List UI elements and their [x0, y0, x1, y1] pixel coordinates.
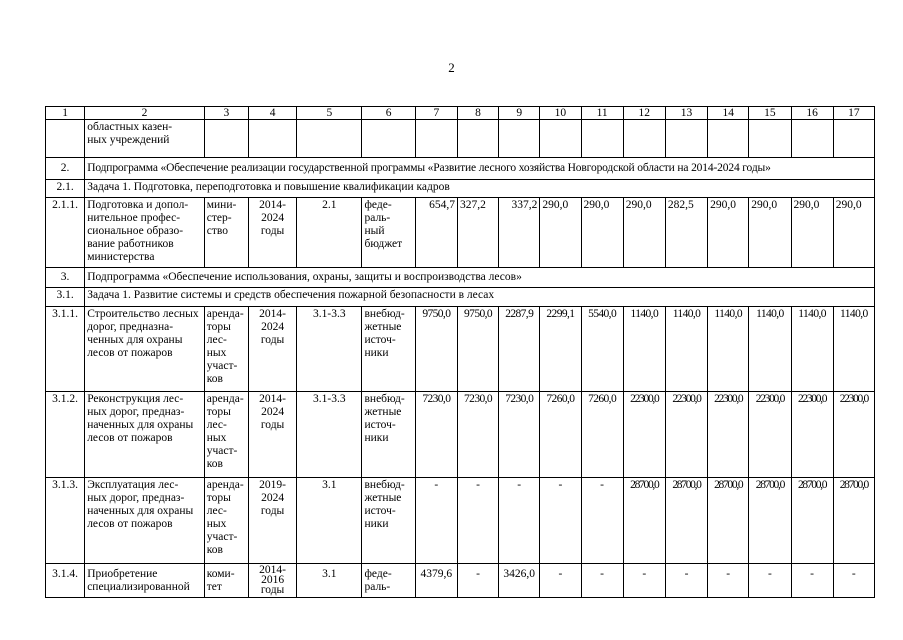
target-index: 3.1: [297, 564, 362, 598]
task-number: 2.1.: [46, 180, 85, 198]
table-row: [46, 392, 875, 478]
value-cell: 337,2: [499, 198, 540, 268]
activity-name: Подготовка и допол- нительное профес- сиональное образо- вание работников министерства: [85, 198, 205, 268]
funding-source: феде- раль-: [362, 564, 415, 598]
column-number: 3: [204, 107, 248, 120]
value-cell: 28700,0: [833, 478, 874, 564]
page-number: 2: [448, 60, 455, 75]
table-row: [46, 564, 875, 598]
value-cell: -: [581, 478, 623, 564]
value-cell: -: [665, 564, 707, 598]
executor: аренда- торы лес- ных участ- ков: [204, 392, 248, 478]
task-title: Задача 1. Развитие системы и средств обеспечения пожарной безопасности в лесах: [85, 288, 875, 307]
value-cell: -: [833, 564, 874, 598]
value-cell: 7230,0: [457, 392, 498, 478]
column-number-row: [46, 107, 875, 120]
target-index: 3.1: [297, 478, 362, 564]
period: 2014- 2024 годы: [248, 392, 296, 478]
value-cell: 22300,0: [665, 392, 707, 478]
table-row: [46, 478, 875, 564]
value-cell: 654,7: [415, 198, 457, 268]
section-number: 3.: [46, 268, 85, 288]
value-cell: 1140,0: [665, 307, 707, 392]
column-number: 16: [791, 107, 833, 120]
column-number: 10: [540, 107, 581, 120]
row-number: 3.1.4.: [46, 564, 85, 598]
period: 2014- 2016 годы: [248, 564, 296, 598]
value-cell: -: [499, 478, 540, 564]
column-number: 12: [623, 107, 665, 120]
column-number: 9: [499, 107, 540, 120]
value-cell: 28700,0: [665, 478, 707, 564]
column-number: 14: [708, 107, 749, 120]
value-cell: -: [540, 564, 581, 598]
value-cell: 2287,9: [499, 307, 540, 392]
value-cell: -: [457, 478, 498, 564]
value-cell: -: [540, 478, 581, 564]
period: 2014- 2024 годы: [248, 307, 296, 392]
value-cell: -: [581, 564, 623, 598]
value-cell: 282,5: [665, 198, 707, 268]
column-number: 7: [415, 107, 457, 120]
funding-source: внебюд- жетные источ- ники: [362, 478, 415, 564]
activity-name: Реконструкция лес- ных дорог, предназ- наченных для охраны лесов от пожаров: [85, 392, 205, 478]
row-number: 3.1.3.: [46, 478, 85, 564]
value-cell: 290,0: [708, 198, 749, 268]
activity-name: Строительство лесных дорог, предназна- ченных для охраны лесов от пожаров: [85, 307, 205, 392]
value-cell: 3426,0: [499, 564, 540, 598]
value-cell: 22300,0: [623, 392, 665, 478]
row-number: 3.1.2.: [46, 392, 85, 478]
value-cell: 28700,0: [749, 478, 791, 564]
value-cell: -: [791, 564, 833, 598]
row-number: 3.1.1.: [46, 307, 85, 392]
value-cell: 9750,0: [415, 307, 457, 392]
value-cell: 5540,0: [581, 307, 623, 392]
value-cell: 327,2: [457, 198, 498, 268]
column-number: 1: [46, 107, 85, 120]
section-row: [46, 268, 875, 288]
table-row: [46, 307, 875, 392]
column-number: 17: [833, 107, 874, 120]
executor: коми- тет: [204, 564, 248, 598]
task-number: 3.1.: [46, 288, 85, 307]
value-cell: -: [749, 564, 791, 598]
value-cell: 22300,0: [708, 392, 749, 478]
target-index: 2.1: [297, 198, 362, 268]
task-title: Задача 1. Подготовка, переподготовка и повышение квалификации кадров: [85, 180, 875, 198]
column-number: 4: [248, 107, 296, 120]
value-cell: 22300,0: [791, 392, 833, 478]
executor: мини- стер- ство: [204, 198, 248, 268]
value-cell: 28700,0: [623, 478, 665, 564]
value-cell: -: [623, 564, 665, 598]
value-cell: 2299,1: [540, 307, 581, 392]
table-row: [46, 198, 875, 268]
executor: аренда- торы лес- ных участ- ков: [204, 478, 248, 564]
continuation-text: областных казен- ных учреждений: [85, 120, 205, 158]
value-cell: 4379,6: [415, 564, 457, 598]
section-row: [46, 158, 875, 180]
activity-name: Приобретение специализированной: [85, 564, 205, 598]
value-cell: -: [708, 564, 749, 598]
value-cell: 7260,0: [581, 392, 623, 478]
column-number: 11: [581, 107, 623, 120]
section-title: Подпрограмма «Обеспечение использования, охраны, защиты и воспроизводства лесов»: [85, 268, 875, 288]
task-row: [46, 180, 875, 198]
funding-source: внебюд- жетные источ- ники: [362, 392, 415, 478]
period: 2014- 2024 годы: [248, 198, 296, 268]
column-number: 8: [457, 107, 498, 120]
value-cell: 28700,0: [791, 478, 833, 564]
task-row: [46, 288, 875, 307]
row-number: 2.1.1.: [46, 198, 85, 268]
executor: аренда- торы лес- ных участ- ков: [204, 307, 248, 392]
value-cell: 290,0: [540, 198, 581, 268]
value-cell: 9750,0: [457, 307, 498, 392]
continuation-row: [46, 120, 875, 158]
column-number: 2: [85, 107, 205, 120]
value-cell: 7260,0: [540, 392, 581, 478]
column-number: 15: [749, 107, 791, 120]
value-cell: 290,0: [749, 198, 791, 268]
section-number: 2.: [46, 158, 85, 180]
column-number: 6: [362, 107, 415, 120]
value-cell: 1140,0: [749, 307, 791, 392]
program-table: [45, 106, 875, 598]
value-cell: -: [457, 564, 498, 598]
value-cell: 7230,0: [499, 392, 540, 478]
value-cell: 290,0: [791, 198, 833, 268]
activity-name: Эксплуатация лес- ных дорог, предназ- наченных для охраны лесов от пожаров: [85, 478, 205, 564]
value-cell: 1140,0: [623, 307, 665, 392]
funding-source: внебюд- жетные источ- ники: [362, 307, 415, 392]
column-number: 5: [297, 107, 362, 120]
section-title: Подпрограмма «Обеспечение реализации государственной программы «Развитие лесного хозяйства Новгородской области на 2014-2024 годы»: [85, 158, 875, 180]
period: 2019- 2024 годы: [248, 478, 296, 564]
value-cell: 1140,0: [791, 307, 833, 392]
funding-source: феде- раль- ный бюджет: [362, 198, 415, 268]
target-index: 3.1-3.3: [297, 307, 362, 392]
value-cell: 1140,0: [708, 307, 749, 392]
value-cell: 290,0: [623, 198, 665, 268]
target-index: 3.1-3.3: [297, 392, 362, 478]
value-cell: -: [415, 478, 457, 564]
value-cell: 22300,0: [749, 392, 791, 478]
value-cell: 7230,0: [415, 392, 457, 478]
value-cell: 28700,0: [708, 478, 749, 564]
value-cell: 22300,0: [833, 392, 874, 478]
value-cell: 290,0: [833, 198, 874, 268]
value-cell: 290,0: [581, 198, 623, 268]
column-number: 13: [665, 107, 707, 120]
value-cell: 1140,0: [833, 307, 874, 392]
